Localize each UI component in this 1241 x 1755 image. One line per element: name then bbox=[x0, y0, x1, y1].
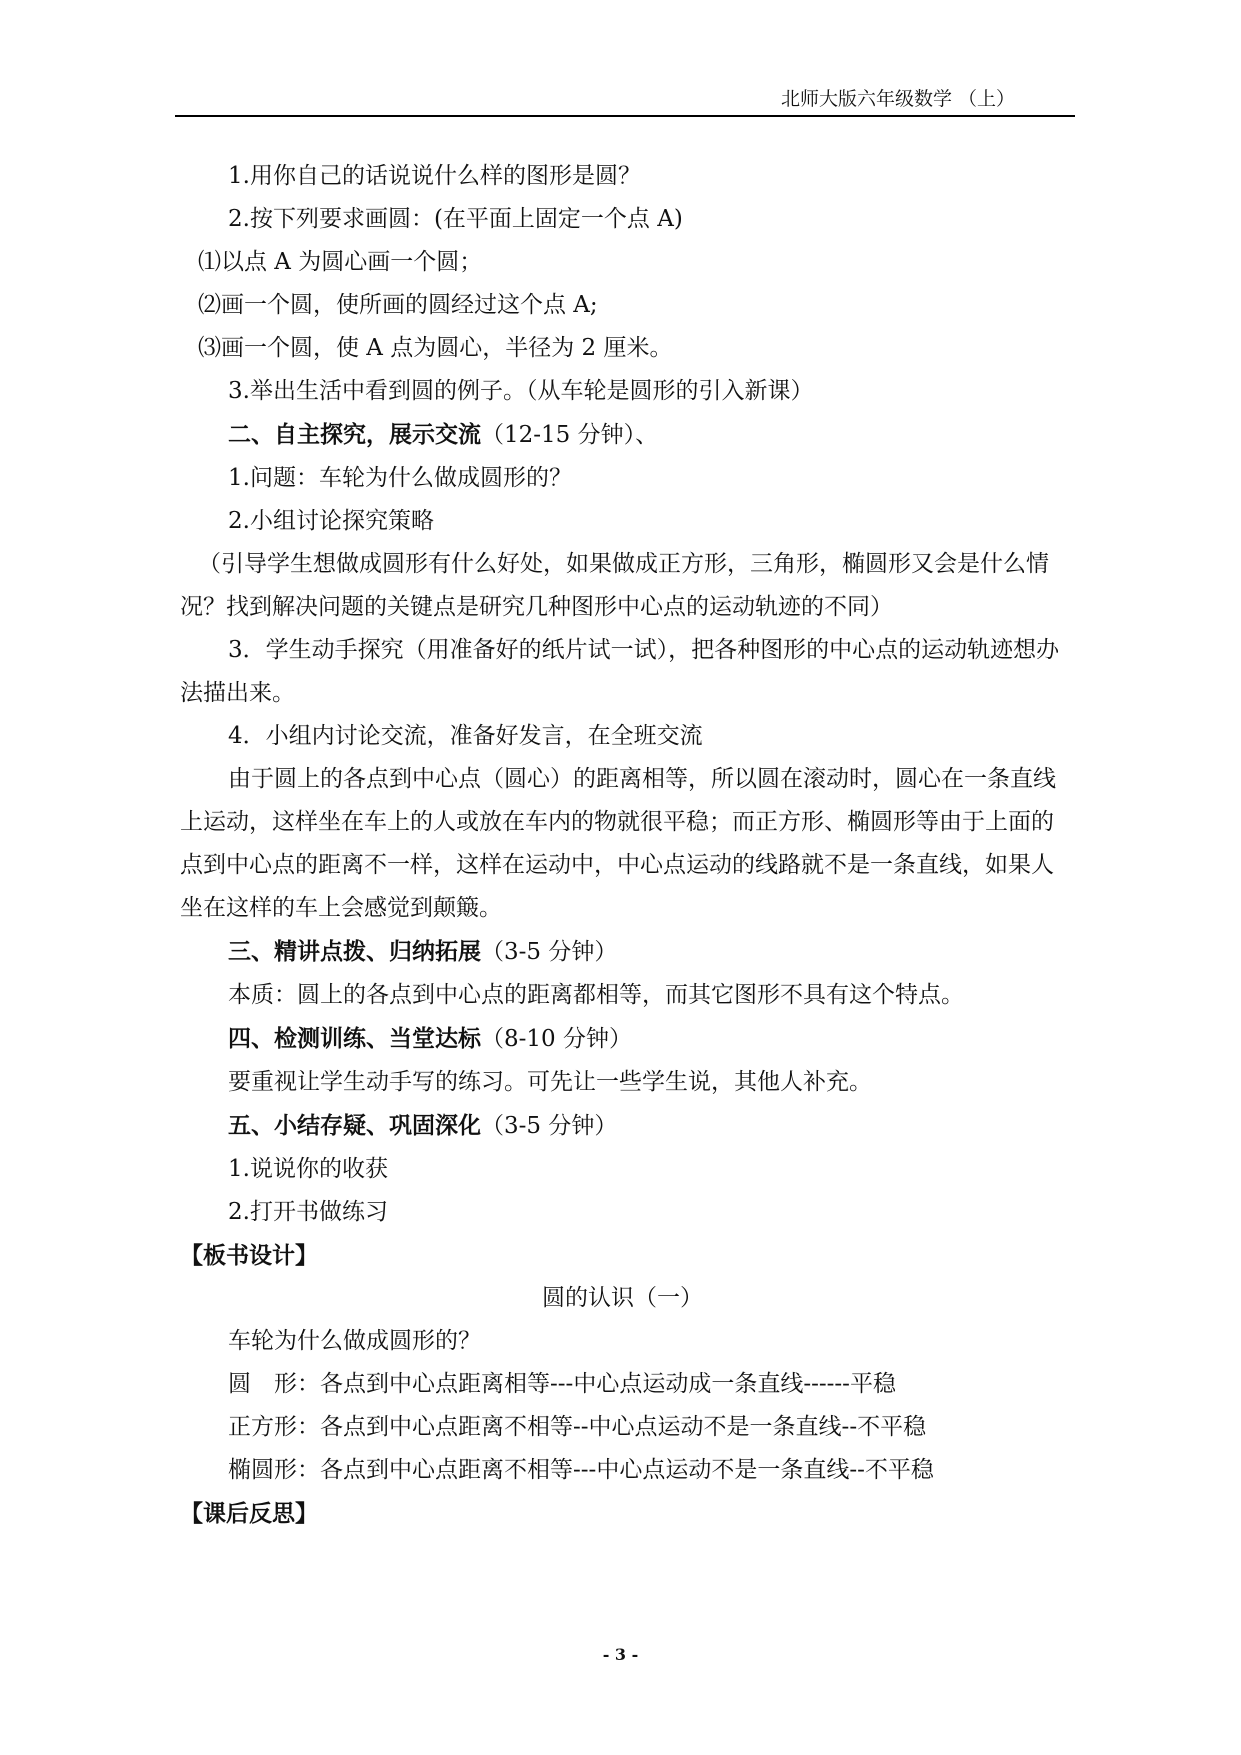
header-title: 北师大版六年级数学 （上） bbox=[780, 88, 1015, 110]
section-3-item-1: 本质：圆上的各点到中心点的距离都相等，而其它图形不具有这个特点。 bbox=[228, 982, 964, 1008]
board-design-heading: 【板书设计】 bbox=[180, 1242, 318, 1269]
question-3: 3.举出生活中看到圆的例子。（从车轮是圆形的引入新课） bbox=[228, 378, 814, 404]
section-4-item-1: 要重视让学生动手写的练习。可先让一些学生说，其他人补充。 bbox=[228, 1069, 872, 1095]
board-title: 圆的认识（一） bbox=[542, 1285, 703, 1311]
section-2-guide: （引导学生想做成圆形有什么好处，如果做成正方形，三角形，椭圆形又会是什么情况？找到解决问题的关键点是研究几种图形中心点的运动轨迹的不同） bbox=[180, 551, 1049, 620]
section-3-title: 三、精讲点拨、归纳拓展 bbox=[228, 938, 481, 965]
question-2: 2.按下列要求画圆：(在平面上固定一个点 A) bbox=[228, 206, 683, 232]
section-2-item-3: 3．学生动手探究（用准备好的纸片试一试），把各种图形的中心点的运动轨迹想办法描出来。 bbox=[180, 637, 1060, 706]
question-2a: ⑴以点 A 为圆心画一个圆； bbox=[198, 249, 483, 275]
page-number: - 3 - bbox=[602, 1645, 639, 1664]
board-square-row: 正方形：各点到中心点距离不相等--中心点运动不是一条直线--不平稳 bbox=[228, 1414, 927, 1440]
reflection-heading: 【课后反思】 bbox=[180, 1500, 318, 1527]
section-3-heading bbox=[180, 930, 1065, 974]
section-2-explanation: 由于圆上的各点到中心点（圆心）的距离相等，所以圆在滚动时，圆心在一条直线上运动，这样坐在车上的人或放在车内的物就很平稳；而正方形、椭圆形等由于上面的点到中心点的距离不一样，这样在运动中，中心点运动的线路就不是一条直线，如果人坐在这样的车上会感觉到颠簸。 bbox=[180, 766, 1056, 921]
board-circle-row: 圆 形：各点到中心点距离相等---中心点运动成一条直线------平稳 bbox=[228, 1371, 896, 1397]
section-5-item-1: 1.说说你的收获 bbox=[228, 1156, 388, 1182]
question-2b: ⑵画一个圆，使所画的圆经过这个点 A; bbox=[198, 292, 598, 318]
section-2-item-4: 4．小组内讨论交流，准备好发言，在全班交流 bbox=[228, 723, 703, 749]
question-1: 1.用你自己的话说说什么样的图形是圆？ bbox=[228, 163, 641, 189]
section-5-time: （3-5 分钟） bbox=[481, 1113, 618, 1139]
section-2-time: （12-15 分钟）、 bbox=[481, 422, 659, 448]
section-2-heading bbox=[180, 413, 1065, 457]
board-question: 车轮为什么做成圆形的？ bbox=[228, 1328, 481, 1354]
document-body bbox=[180, 155, 1065, 1535]
section-5-title: 五、小结存疑、巩固深化 bbox=[228, 1112, 481, 1139]
section-3-time: （3-5 分钟） bbox=[481, 939, 618, 965]
section-2-item-2: 2.小组讨论探究策略 bbox=[228, 508, 434, 534]
section-2-item-1: 1.问题：车轮为什么做成圆形的？ bbox=[228, 465, 572, 491]
section-4-time: （8-10 分钟） bbox=[481, 1026, 632, 1052]
section-5-heading bbox=[180, 1104, 1065, 1148]
page-header bbox=[175, 84, 1075, 114]
section-5-item-2: 2.打开书做练习 bbox=[228, 1199, 388, 1225]
section-2-title: 二、自主探究，展示交流 bbox=[228, 421, 481, 448]
header-rule bbox=[175, 115, 1075, 117]
section-4-heading bbox=[180, 1017, 1065, 1061]
section-4-title: 四、检测训练、当堂达标 bbox=[228, 1025, 481, 1052]
board-ellipse-row: 椭圆形：各点到中心点距离不相等---中心点运动不是一条直线--不平稳 bbox=[228, 1457, 934, 1483]
question-2c: ⑶画一个圆，使 A 点为圆心，半径为 2 厘米。 bbox=[198, 335, 673, 361]
